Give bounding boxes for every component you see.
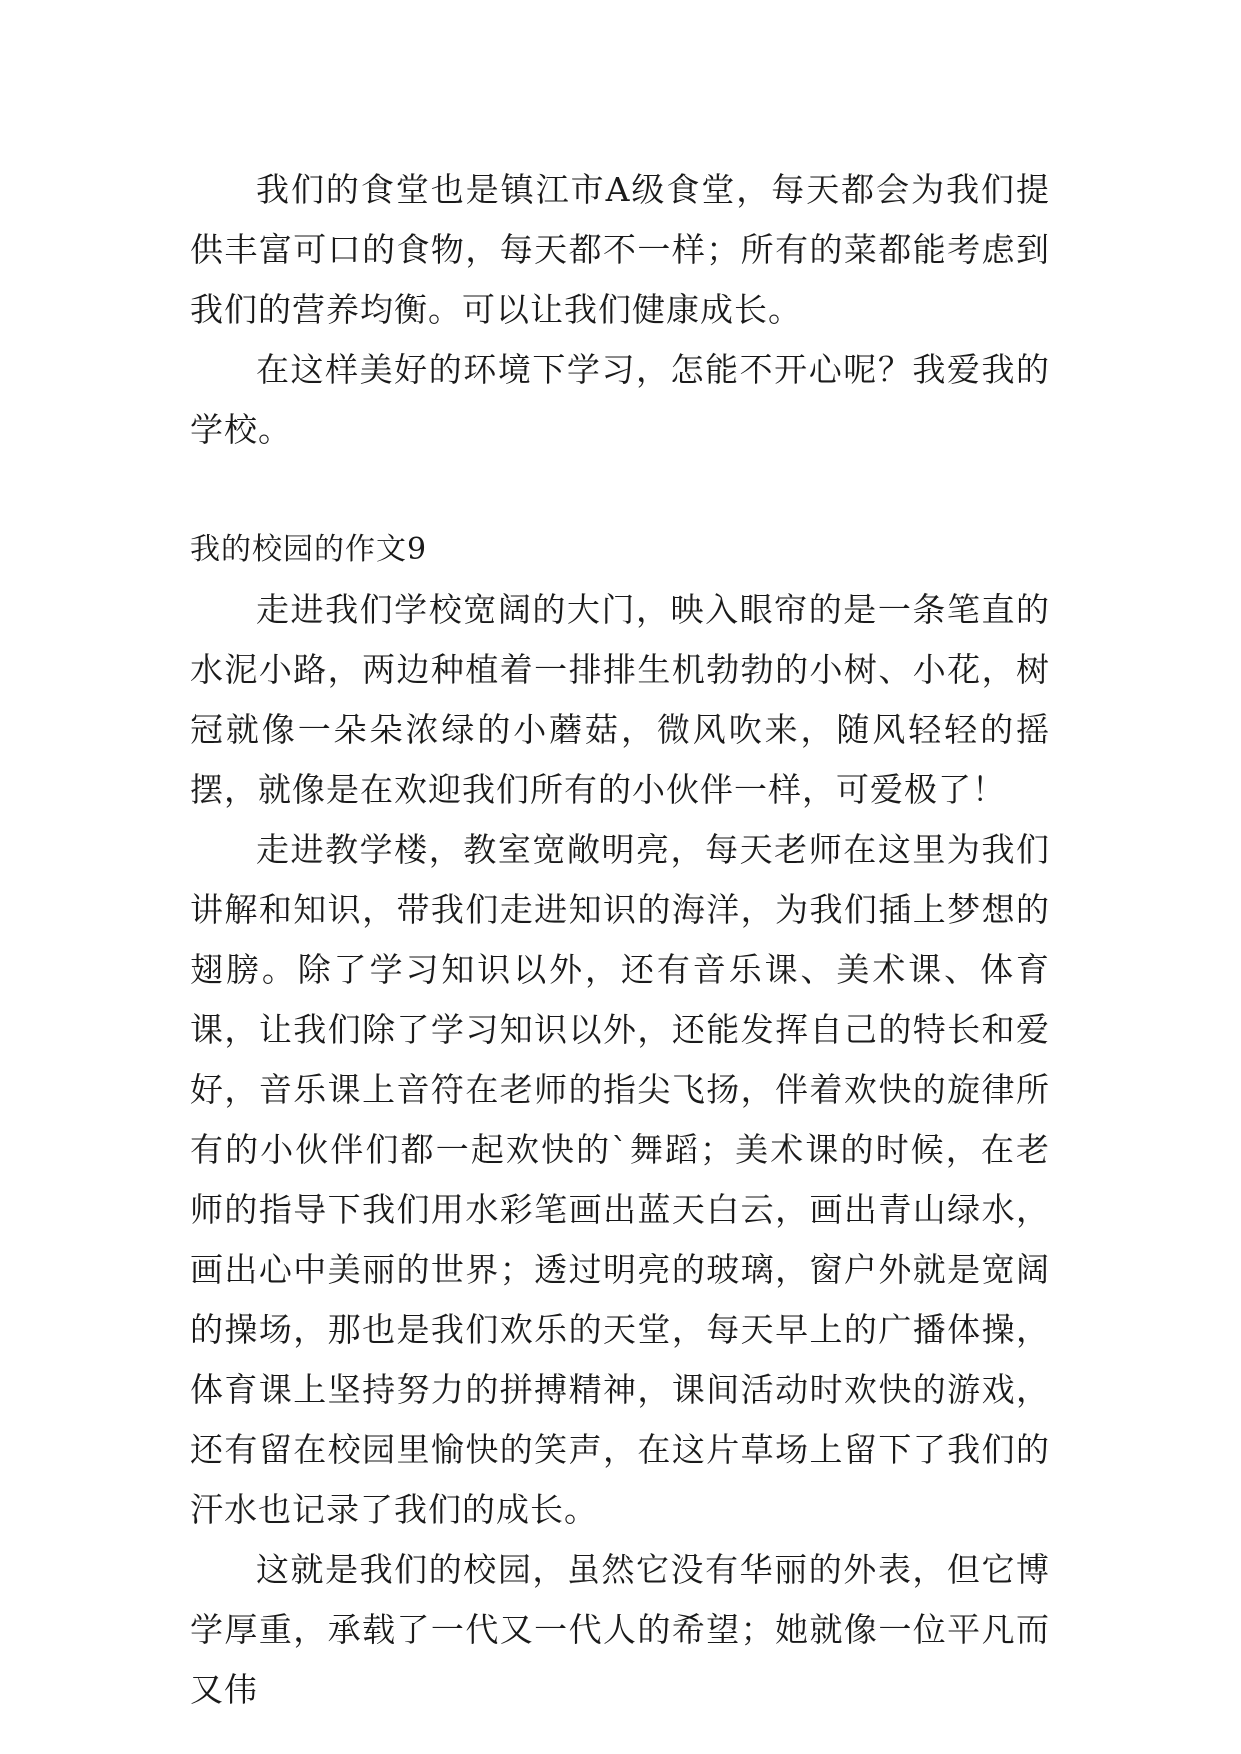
document-page	[190, 160, 1050, 1720]
paragraph-canteen: 我们的食堂也是镇江市A级食堂，每天都会为我们提供丰富可口的食物，每天都不一样；所有的菜都能考虑到我们的营养均衡。可以让我们健康成长。	[190, 170, 1050, 329]
essay-heading: 我的校园的作文9	[190, 532, 428, 567]
paragraph-love-school: 在这样美好的环境下学习，怎能不开心呢？我爱我的学校。	[190, 350, 1050, 449]
paragraph-school-gate: 走进我们学校宽阔的大门，映入眼帘的是一条笔直的水泥小路，两边种植着一排排生机勃勃的小树、小花，树冠就像一朵朵浓绿的小蘑菇，微风吹来，随风轻轻的摇摆，就像是在欢迎我们所有的小伙伴一样，可爱极了！	[190, 590, 1050, 809]
paragraph-conclusion: 这就是我们的校园，虽然它没有华丽的外表，但它博学厚重，承载了一代又一代人的希望；她就像一位平凡而又伟	[190, 1550, 1050, 1709]
section-gap	[190, 460, 1050, 520]
paragraph-classroom: 走进教学楼，教室宽敞明亮，每天老师在这里为我们讲解和知识，带我们走进知识的海洋，为我们插上梦想的翅膀。除了学习知识以外，还有音乐课、美术课、体育课，让我们除了学习知识以外，还能发挥自己的特长和爱好，音乐课上音符在老师的指尖飞扬，伴着欢快的旋律所有的小伙伴们都一起欢快的`舞蹈；美术课的时候，在老师的指导下我们用水彩笔画出蓝天白云，画出青山绿水，画出心中美丽的世界；透过明亮的玻璃，窗户外就是宽阔的操场，那也是我们欢乐的天堂，每天早上的广播体操，体育课上坚持努力的拼搏精神，课间活动时欢快的游戏，还有留在校园里愉快的笑声，在这片草场上留下了我们的汗水也记录了我们的成长。	[190, 830, 1050, 1529]
